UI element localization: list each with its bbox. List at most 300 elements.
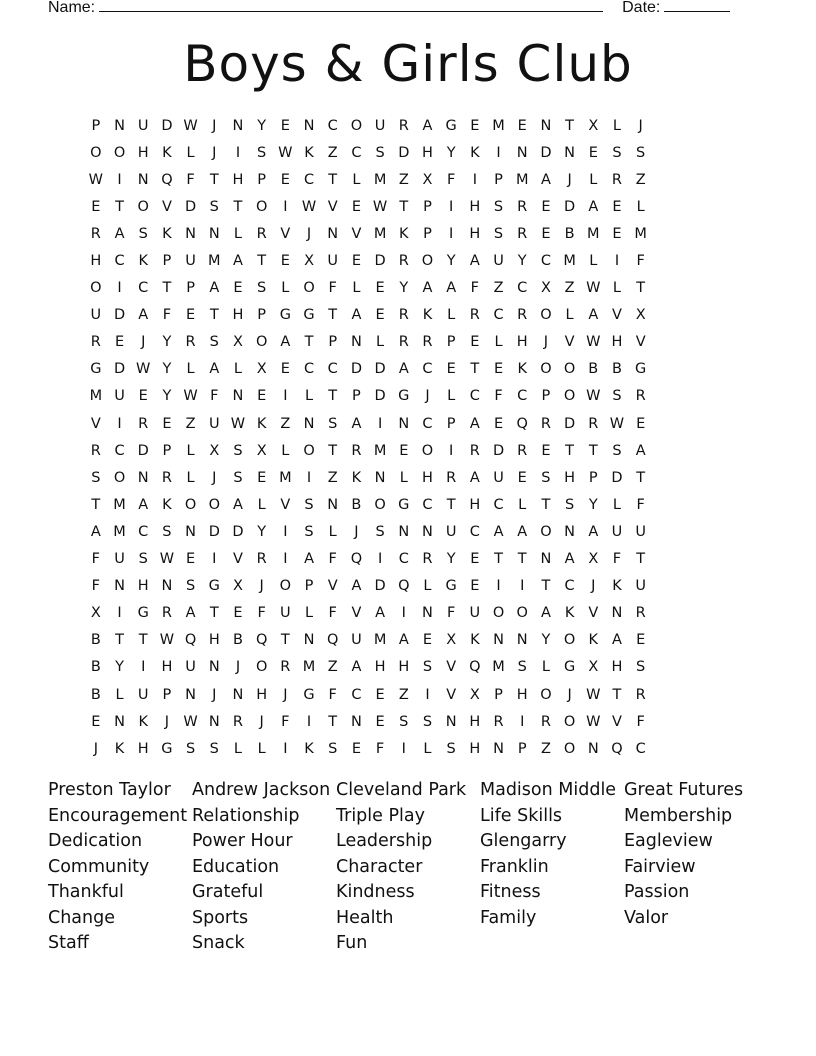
- grid-row: [84, 627, 732, 654]
- grid-letter: E: [375, 280, 385, 297]
- grid-letter: W: [586, 280, 601, 297]
- grid-letter: Q: [611, 740, 623, 757]
- grid-letter: H: [611, 334, 623, 351]
- word-list-item: Great Futures: [624, 780, 744, 800]
- grid-letter: T: [636, 280, 646, 297]
- grid-row: [84, 735, 732, 762]
- grid-letter: N: [161, 578, 173, 595]
- grid-letter: O: [492, 605, 505, 622]
- grid-letter: M: [113, 523, 126, 540]
- grid-letter: P: [446, 334, 456, 351]
- grid-letter: P: [186, 280, 195, 297]
- grid-letter: N: [208, 225, 220, 242]
- grid-letter: R: [90, 334, 101, 351]
- grid-letter: T: [91, 496, 101, 513]
- grid-letter: B: [90, 632, 101, 649]
- grid-letter: R: [90, 225, 101, 242]
- word-list: [48, 778, 768, 957]
- grid-letter: T: [280, 632, 290, 649]
- grid-letter: V: [327, 198, 338, 215]
- grid-row: [84, 220, 732, 247]
- word-list-item: Life Skills: [480, 805, 563, 826]
- grid-letter: G: [279, 307, 291, 324]
- grid-letter: C: [138, 523, 149, 540]
- grid-letter: E: [375, 686, 385, 703]
- grid-letter: L: [186, 442, 195, 459]
- grid-letter: J: [567, 171, 572, 188]
- grid-letter: L: [518, 496, 527, 513]
- grid-letter: K: [564, 605, 575, 622]
- grid-letter: O: [279, 578, 292, 595]
- grid-letter: A: [90, 523, 101, 540]
- grid-letter: O: [255, 334, 268, 351]
- grid-letter: A: [351, 307, 362, 324]
- grid-letter: H: [422, 469, 433, 486]
- grid-letter: E: [541, 225, 551, 242]
- grid-letter: J: [354, 523, 359, 540]
- grid-letter: O: [563, 713, 576, 730]
- grid-letter: Y: [162, 334, 172, 351]
- grid-letter: H: [469, 496, 481, 513]
- grid-letter: I: [449, 225, 454, 242]
- word-list-item: Encouragement: [48, 805, 188, 826]
- word-list-item: Membership: [624, 805, 733, 826]
- grid-letter: S: [564, 496, 575, 513]
- word-list-item: Sports: [192, 907, 249, 928]
- grid-letter: T: [328, 713, 338, 730]
- grid-letter: T: [541, 578, 551, 595]
- grid-letter: E: [375, 713, 385, 730]
- grid-letter: R: [517, 442, 528, 459]
- word-column: [624, 778, 768, 957]
- grid-letter: L: [447, 388, 456, 405]
- grid-letter: H: [137, 740, 149, 757]
- grid-letter: M: [634, 225, 647, 242]
- grid-letter: F: [186, 171, 195, 188]
- grid-letter: S: [612, 442, 622, 459]
- grid-letter: X: [233, 578, 243, 595]
- grid-letter: A: [469, 469, 480, 486]
- grid-letter: C: [422, 361, 433, 378]
- grid-letter: L: [186, 144, 195, 161]
- grid-row: [84, 546, 732, 573]
- grid-row: [84, 275, 732, 302]
- grid-letter: V: [564, 334, 575, 351]
- grid-letter: A: [398, 632, 409, 649]
- grid-row: [84, 708, 732, 735]
- grid-letter: E: [541, 442, 551, 459]
- grid-letter: C: [114, 442, 125, 459]
- grid-letter: Y: [446, 144, 456, 161]
- grid-letter: T: [517, 551, 527, 568]
- grid-letter: I: [117, 171, 122, 188]
- grid-letter: C: [517, 280, 528, 297]
- grid-letter: A: [588, 523, 599, 540]
- grid-letter: N: [114, 713, 125, 730]
- grid-letter: A: [209, 280, 220, 297]
- grid-letter: P: [494, 686, 503, 703]
- grid-letter: L: [589, 253, 598, 270]
- grid-letter: Z: [540, 740, 551, 757]
- grid-letter: A: [304, 551, 314, 568]
- grid-letter: O: [184, 496, 197, 513]
- grid-letter: R: [280, 659, 291, 676]
- word-list-item: Relationship: [192, 805, 300, 826]
- grid-letter: E: [636, 415, 646, 432]
- grid-letter: I: [377, 415, 383, 432]
- grid-letter: N: [208, 659, 220, 676]
- grid-letter: H: [564, 469, 576, 486]
- grid-letter: S: [233, 442, 243, 459]
- grid-letter: O: [540, 686, 552, 703]
- grid-letter: F: [612, 551, 622, 568]
- grid-letter: A: [588, 307, 599, 324]
- grid-letter: L: [589, 171, 598, 188]
- grid-letter: N: [516, 144, 528, 161]
- grid-letter: L: [304, 388, 314, 405]
- grid-letter: T: [612, 686, 622, 703]
- grid-letter: U: [137, 686, 149, 703]
- grid-letter: A: [185, 605, 196, 622]
- grid-letter: E: [636, 632, 646, 649]
- grid-row: [84, 600, 732, 627]
- grid-letter: V: [612, 307, 622, 324]
- grid-letter: I: [117, 415, 122, 432]
- grid-letter: K: [138, 713, 148, 730]
- grid-letter: A: [612, 632, 622, 649]
- grid-letter: U: [374, 117, 386, 134]
- grid-letter: P: [446, 415, 456, 432]
- grid-letter: O: [90, 280, 102, 297]
- grid-letter: C: [564, 578, 575, 595]
- grid-letter: R: [540, 713, 551, 730]
- grid-letter: S: [185, 578, 196, 595]
- grid-letter: N: [232, 388, 244, 405]
- grid-letter: L: [399, 469, 408, 486]
- grid-letter: R: [422, 551, 433, 568]
- grid-letter: X: [588, 117, 599, 134]
- grid-letter: C: [351, 686, 362, 703]
- grid-letter: E: [91, 713, 101, 730]
- grid-row: [84, 410, 732, 437]
- grid-letter: F: [494, 388, 503, 405]
- word-list-item: Kindness: [336, 882, 415, 902]
- grid-letter: T: [138, 632, 148, 649]
- word-list-item: Staff: [48, 933, 89, 953]
- grid-row: [84, 166, 732, 193]
- grid-letter: I: [283, 740, 288, 757]
- grid-letter: E: [91, 198, 101, 215]
- grid-letter: E: [280, 171, 290, 188]
- date-label: Date:: [622, 0, 661, 16]
- grid-letter: A: [280, 334, 291, 351]
- grid-letter: E: [280, 117, 290, 134]
- grid-letter: Y: [588, 496, 598, 513]
- grid-letter: P: [304, 578, 314, 595]
- grid-letter: R: [398, 253, 409, 270]
- grid-letter: T: [446, 496, 456, 513]
- grid-letter: W: [586, 334, 601, 351]
- grid-letter: O: [303, 280, 315, 297]
- grid-letter: S: [257, 144, 267, 161]
- grid-letter: H: [398, 659, 410, 676]
- grid-letter: Z: [327, 469, 338, 486]
- grid-letter: S: [636, 659, 646, 676]
- grid-letter: I: [496, 578, 501, 595]
- grid-letter: G: [303, 307, 315, 324]
- grid-letter: V: [351, 605, 362, 622]
- grid-letter: Y: [541, 632, 551, 649]
- grid-letter: M: [563, 253, 576, 270]
- grid-letter: V: [280, 225, 291, 242]
- grid-letter: T: [257, 253, 267, 270]
- grid-letter: R: [398, 334, 409, 351]
- word-list-item: Madison Middle: [480, 780, 617, 800]
- grid-letter: R: [161, 469, 172, 486]
- grid-letter: U: [493, 469, 504, 486]
- grid-letter: U: [493, 253, 504, 270]
- grid-letter: O: [374, 496, 386, 513]
- grid-letter: N: [185, 225, 197, 242]
- grid-letter: O: [208, 496, 220, 513]
- grid-row: [84, 491, 732, 518]
- grid-letter: B: [588, 361, 599, 378]
- grid-letter: J: [212, 686, 217, 703]
- grid-letter: M: [113, 496, 126, 513]
- grid-letter: F: [210, 388, 219, 405]
- grid-letter: H: [161, 659, 173, 676]
- grid-letter: F: [375, 740, 385, 757]
- grid-letter: P: [257, 307, 267, 324]
- grid-letter: W: [278, 144, 293, 161]
- grid-letter: K: [351, 469, 362, 486]
- grid-letter: I: [283, 198, 288, 215]
- grid-letter: P: [588, 469, 598, 486]
- word-list-item: Character: [336, 856, 423, 877]
- grid-letter: F: [162, 307, 172, 324]
- grid-letter: I: [520, 713, 525, 730]
- grid-letter: I: [449, 198, 454, 215]
- grid-letter: L: [304, 605, 314, 622]
- grid-letter: E: [470, 334, 480, 351]
- grid-letter: R: [422, 334, 433, 351]
- grid-letter: Q: [161, 171, 173, 188]
- grid-letter: S: [422, 659, 433, 676]
- grid-letter: I: [306, 713, 312, 730]
- grid-letter: Z: [398, 171, 409, 188]
- grid-letter: E: [186, 307, 196, 324]
- grid-letter: R: [469, 442, 480, 459]
- grid-letter: D: [137, 442, 149, 459]
- grid-letter: P: [517, 740, 527, 757]
- grid-row: [84, 193, 732, 220]
- grid-letter: I: [117, 280, 122, 297]
- word-list-item: Glengarry: [480, 831, 567, 851]
- grid-letter: Q: [327, 632, 339, 649]
- grid-letter: L: [423, 578, 432, 595]
- grid-letter: L: [115, 686, 124, 703]
- date-blank-line: [664, 0, 730, 12]
- grid-letter: J: [567, 686, 572, 703]
- grid-letter: S: [612, 388, 622, 405]
- grid-row: [84, 139, 732, 166]
- grid-letter: X: [304, 253, 314, 270]
- grid-letter: M: [373, 442, 387, 459]
- grid-row: [84, 518, 732, 545]
- grid-letter: N: [516, 632, 528, 649]
- grid-letter: E: [470, 578, 480, 595]
- grid-letter: Y: [162, 388, 172, 405]
- grid-letter: J: [235, 659, 241, 676]
- grid-letter: U: [351, 632, 362, 649]
- grid-letter: H: [469, 198, 481, 215]
- grid-letter: J: [212, 469, 217, 486]
- grid-letter: D: [161, 117, 173, 134]
- grid-letter: S: [375, 523, 385, 540]
- grid-letter: Z: [635, 171, 646, 188]
- grid-letter: D: [374, 578, 386, 595]
- grid-letter: E: [162, 415, 172, 432]
- grid-letter: V: [612, 713, 622, 730]
- grid-row: [84, 112, 732, 139]
- grid-letter: E: [257, 388, 267, 405]
- grid-letter: Z: [493, 280, 504, 297]
- grid-letter: L: [257, 740, 266, 757]
- grid-letter: R: [446, 469, 457, 486]
- grid-letter: C: [351, 144, 362, 161]
- grid-letter: R: [161, 605, 172, 622]
- grid-letter: E: [280, 361, 290, 378]
- grid-letter: P: [257, 171, 267, 188]
- grid-letter: F: [446, 171, 456, 188]
- grid-letter: H: [469, 713, 481, 730]
- grid-letter: N: [185, 686, 197, 703]
- grid-letter: O: [350, 117, 363, 134]
- grid-letter: C: [422, 496, 433, 513]
- grid-letter: T: [304, 334, 314, 351]
- grid-letter: E: [375, 307, 385, 324]
- grid-letter: A: [446, 280, 457, 297]
- letter-grid: [84, 112, 732, 762]
- grid-letter: O: [421, 442, 434, 459]
- grid-letter: E: [280, 253, 290, 270]
- grid-letter: M: [492, 659, 505, 676]
- grid-letter: L: [257, 496, 266, 513]
- grid-letter: L: [612, 280, 622, 297]
- grid-letter: V: [233, 551, 243, 568]
- grid-letter: A: [398, 361, 409, 378]
- grid-letter: O: [255, 659, 268, 676]
- grid-letter: A: [517, 523, 528, 540]
- grid-letter: H: [469, 225, 481, 242]
- grid-letter: U: [635, 523, 646, 540]
- grid-letter: S: [328, 740, 338, 757]
- grid-letter: W: [159, 551, 175, 568]
- grid-letter: O: [540, 307, 552, 324]
- grid-letter: C: [493, 307, 504, 324]
- word-list-item: Cleveland Park: [336, 780, 467, 800]
- grid-letter: V: [351, 225, 362, 242]
- grid-letter: U: [280, 605, 291, 622]
- grid-letter: K: [162, 144, 172, 161]
- grid-letter: X: [446, 632, 457, 649]
- grid-letter: V: [446, 686, 457, 703]
- grid-letter: O: [137, 198, 149, 215]
- grid-letter: D: [492, 442, 505, 459]
- grid-letter: K: [588, 632, 599, 649]
- grid-letter: C: [635, 740, 646, 757]
- grid-letter: G: [161, 740, 173, 757]
- grid-letter: H: [232, 307, 244, 324]
- grid-letter: S: [185, 740, 196, 757]
- grid-letter: X: [256, 442, 267, 459]
- grid-letter: N: [350, 334, 362, 351]
- grid-letter: A: [540, 171, 551, 188]
- grid-letter: M: [279, 469, 292, 486]
- grid-letter: X: [90, 605, 101, 622]
- grid-letter: D: [113, 361, 126, 378]
- grid-letter: E: [470, 117, 480, 134]
- grid-letter: X: [540, 280, 551, 297]
- grid-letter: N: [350, 713, 362, 730]
- grid-letter: F: [328, 551, 337, 568]
- grid-letter: E: [351, 198, 361, 215]
- grid-row: [84, 383, 732, 410]
- grid-letter: J: [212, 117, 217, 134]
- grid-letter: U: [469, 605, 481, 622]
- grid-letter: B: [351, 496, 362, 513]
- grid-letter: P: [162, 442, 172, 459]
- grid-letter: T: [565, 117, 575, 134]
- grid-letter: H: [516, 686, 528, 703]
- grid-letter: L: [186, 361, 195, 378]
- grid-letter: X: [422, 171, 433, 188]
- grid-letter: M: [587, 225, 600, 242]
- grid-letter: H: [256, 686, 268, 703]
- word-list-item: Community: [48, 856, 150, 877]
- grid-letter: Q: [350, 551, 363, 568]
- grid-letter: A: [138, 307, 149, 324]
- grid-letter: I: [283, 388, 288, 405]
- grid-letter: K: [422, 307, 433, 324]
- grid-letter: O: [540, 361, 552, 378]
- grid-letter: I: [496, 144, 501, 161]
- grid-letter: I: [614, 253, 620, 270]
- word-list-item: Dedication: [48, 831, 143, 851]
- grid-letter: N: [564, 523, 576, 540]
- grid-letter: F: [281, 713, 290, 730]
- grid-letter: I: [449, 442, 454, 459]
- grid-letter: E: [517, 117, 527, 134]
- grid-letter: L: [565, 307, 574, 324]
- grid-letter: G: [445, 117, 457, 134]
- word-list-item: Eagleview: [624, 831, 713, 851]
- word-column: [48, 778, 192, 957]
- word-list-item: Thankful: [48, 882, 124, 902]
- grid-letter: G: [208, 578, 220, 595]
- grid-letter: A: [375, 605, 386, 622]
- grid-letter: O: [540, 523, 552, 540]
- grid-letter: J: [212, 144, 217, 161]
- grid-row: [84, 356, 732, 383]
- word-list-item: Leadership: [336, 831, 433, 851]
- grid-letter: I: [377, 551, 383, 568]
- grid-letter: C: [398, 551, 409, 568]
- grid-letter: E: [186, 551, 196, 568]
- grid-letter: A: [351, 415, 362, 432]
- grid-letter: S: [162, 523, 172, 540]
- grid-letter: D: [611, 469, 623, 486]
